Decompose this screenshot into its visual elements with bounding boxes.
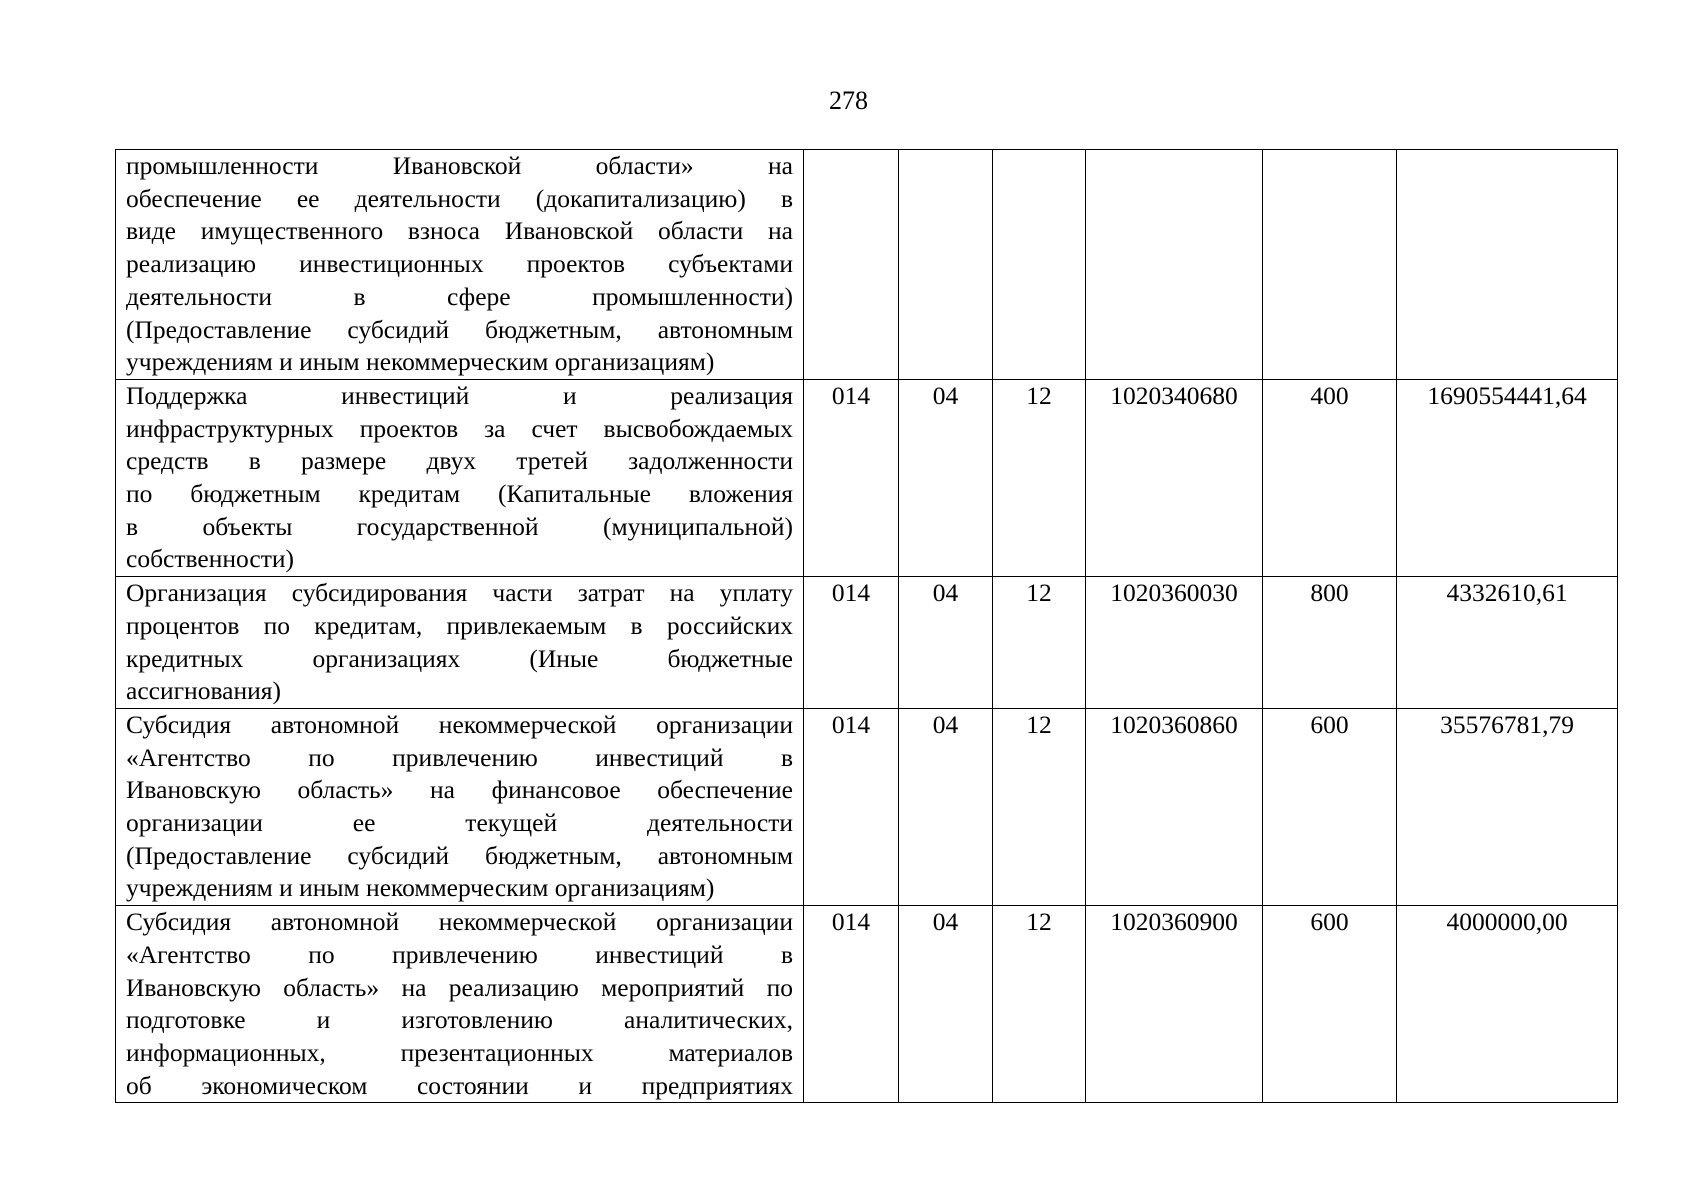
description-line: реализацию инвестиционных проектов субъектами (126, 249, 793, 279)
description-line: процентов по кредитам, привлекаемым в российских (126, 610, 793, 640)
table-row (116, 379, 1618, 576)
cell-section (899, 150, 993, 380)
description-line: в объекты государственной (муниципальной) (126, 511, 793, 541)
table-body (116, 150, 1618, 1103)
description-line: средств в размере двух третей задолженности (126, 446, 793, 476)
description-line: информационных, презентационных материалов (126, 1037, 793, 1067)
cell-ved-code (804, 150, 899, 380)
description-line: организации ее текущей деятельности (126, 808, 793, 838)
description-line: (Предоставление субсидий бюджетным, автономным (126, 840, 793, 870)
cell-expense-type: 800 (1263, 577, 1397, 709)
description-line: по бюджетным кредитам (Капитальные вложения (126, 479, 793, 509)
cell-subsection: 12 (993, 708, 1086, 905)
description-line: Поддержка инвестиций и реализация (126, 380, 793, 410)
cell-section: 04 (899, 906, 993, 1103)
cell-description (116, 906, 804, 1103)
description-line: об экономическом состоянии и предприятиях (126, 1070, 793, 1100)
description-line: учреждениям и иным некоммерческим организациям) (126, 347, 715, 377)
description-line: Субсидия автономной некоммерческой организации (126, 709, 793, 739)
description-line: Организация субсидирования части затрат на уплату (126, 578, 793, 608)
cell-expense-type: 600 (1263, 708, 1397, 905)
description-line: Ивановскую область» на финансовое обеспечение (126, 775, 793, 805)
cell-target-article (1086, 150, 1263, 380)
cell-target-article: 1020360900 (1086, 906, 1263, 1103)
cell-ved-code: 014 (804, 577, 899, 709)
cell-subsection: 12 (993, 379, 1086, 576)
cell-expense-type (1263, 150, 1397, 380)
table-row (116, 150, 1618, 380)
cell-target-article: 1020360860 (1086, 708, 1263, 905)
description-line: инфраструктурных проектов за счет высвобождаемых (126, 413, 793, 443)
cell-ved-code: 014 (804, 379, 899, 576)
cell-description (116, 150, 804, 380)
cell-expense-type: 400 (1263, 379, 1397, 576)
table-row (116, 906, 1618, 1103)
cell-expense-type: 600 (1263, 906, 1397, 1103)
table-row (116, 577, 1618, 709)
cell-ved-code: 014 (804, 906, 899, 1103)
page-number: 278 (829, 86, 868, 115)
description-line: Ивановскую область» на реализацию мероприятий по (126, 972, 793, 1002)
table-row (116, 708, 1618, 905)
description-line: ассигнования) (126, 676, 281, 706)
cell-target-article: 1020360030 (1086, 577, 1263, 709)
cell-subsection: 12 (993, 906, 1086, 1103)
cell-section: 04 (899, 379, 993, 576)
cell-ved-code: 014 (804, 708, 899, 905)
cell-amount: 4000000,00 (1397, 906, 1618, 1103)
cell-description (116, 708, 804, 905)
cell-subsection (993, 150, 1086, 380)
cell-amount (1397, 150, 1618, 380)
description-line: «Агентство по привлечению инвестиций в (126, 939, 793, 969)
description-line: подготовке и изготовлению аналитических, (126, 1005, 793, 1035)
description-line: обеспечение ее деятельности (докапитализацию) в (126, 183, 793, 213)
description-line: промышленности Ивановской области» на (126, 151, 793, 180)
description-line: (Предоставление субсидий бюджетным, автономным (126, 314, 793, 344)
cell-section: 04 (899, 577, 993, 709)
description-line: Субсидия автономной некоммерческой организации (126, 907, 793, 937)
cell-amount: 4332610,61 (1397, 577, 1618, 709)
cell-target-article: 1020340680 (1086, 379, 1263, 576)
description-line: деятельности в сфере промышленности) (126, 281, 793, 311)
cell-description (116, 577, 804, 709)
description-line: кредитных организациях (Иные бюджетные (126, 643, 793, 673)
cell-amount: 1690554441,64 (1397, 379, 1618, 576)
description-line: собственности) (126, 544, 294, 574)
cell-description (116, 379, 804, 576)
cell-section: 04 (899, 708, 993, 905)
description-line: виде имущественного взноса Ивановской области на (126, 216, 793, 246)
budget-table (115, 149, 1618, 1103)
cell-amount: 35576781,79 (1397, 708, 1618, 905)
description-line: учреждениям и иным некоммерческим организациям) (126, 873, 715, 903)
description-line: «Агентство по привлечению инвестиций в (126, 742, 793, 772)
cell-subsection: 12 (993, 577, 1086, 709)
